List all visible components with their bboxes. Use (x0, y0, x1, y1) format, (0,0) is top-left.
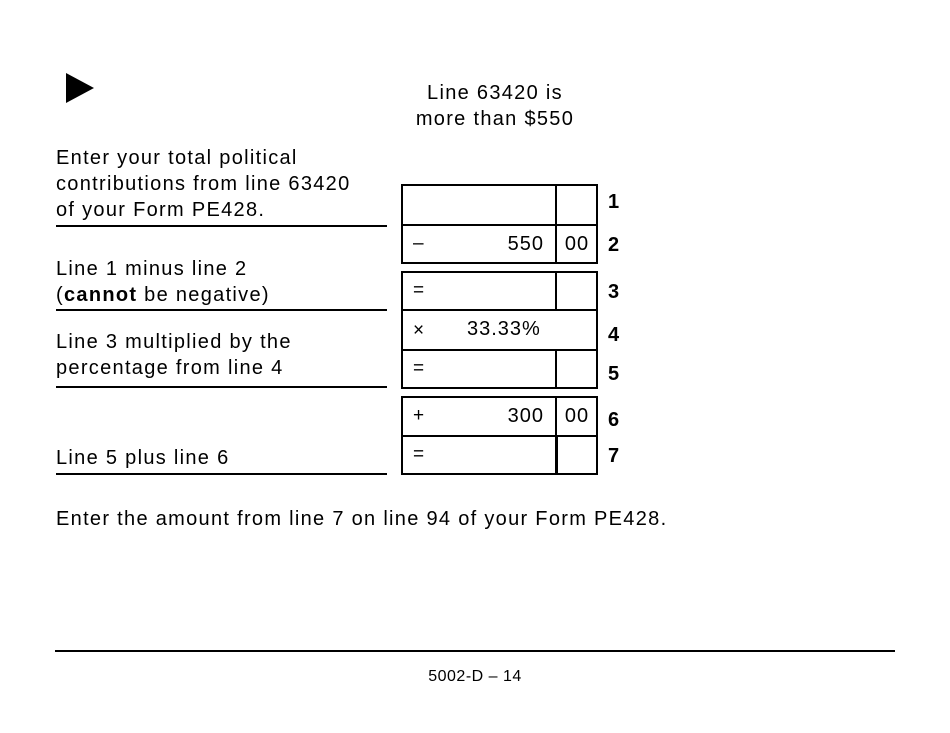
line-2-input-box[interactable] (401, 224, 598, 264)
footer-rule (55, 650, 895, 652)
line-5-label-text-a: Line 3 multiplied by the (56, 331, 292, 353)
line-5-label-text-b: percentage from line 4 (56, 357, 284, 379)
line-7-input-box[interactable] (401, 435, 598, 475)
line-4-percentage-box (401, 311, 598, 349)
line-5-input-box[interactable] (401, 349, 598, 389)
line-1-label-text-c: of your Form PE428. (56, 199, 266, 221)
line-6-operator: + (413, 405, 425, 426)
line-6-amount: 300 (507, 405, 544, 427)
line-7-label: Line 5 plus line 6 (56, 447, 230, 469)
line-3-label-text-b: (cannot be negative) (56, 284, 270, 306)
line-1-label-text-b: contributions from line 63420 (56, 173, 351, 195)
line-number-2: 2 (608, 234, 620, 256)
line-number-1: 1 (608, 191, 620, 213)
section-heading (390, 80, 600, 132)
line-number-7: 7 (608, 445, 620, 467)
line-7-operator: = (413, 444, 425, 465)
line-number-4: 4 (608, 324, 620, 346)
line-3-input-box[interactable] (401, 271, 598, 311)
line-number-5: 5 (608, 363, 620, 385)
line-number-3: 3 (608, 281, 620, 303)
instruction-text: Enter the amount from line 7 on line 94 of your Form PE428. (56, 508, 668, 530)
page-footer: 5002-D – 14 (428, 668, 522, 685)
line-2-amount: 550 (507, 233, 544, 255)
line-1-label (56, 145, 386, 223)
line-2-operator: – (413, 233, 424, 254)
line-3-label-text-a: Line 1 minus line 2 (56, 258, 248, 280)
line-1-label-rule (56, 225, 387, 227)
line-4-percentage: 33.33% (467, 318, 541, 340)
line-7-label-rule (56, 473, 387, 475)
cannot-emphasis: cannot (63, 284, 138, 306)
heading-line-1: Line 63420 is (427, 82, 563, 104)
line-4-operator: × (413, 320, 425, 341)
line-5-label-rule (56, 386, 387, 388)
line-3-operator: = (413, 280, 425, 301)
line-1-label-text-a: Enter your total political (56, 147, 298, 169)
line-3-label (56, 256, 386, 308)
line-2-cents: 00 (564, 233, 590, 255)
line-1-input-box[interactable] (401, 184, 598, 224)
line-6-input-box[interactable] (401, 396, 598, 436)
line-6-cents: 00 (564, 405, 590, 427)
right-arrow-icon (66, 73, 94, 103)
line-number-6: 6 (608, 409, 620, 431)
line-3-label-rule (56, 309, 387, 311)
line-5-label (56, 329, 386, 381)
line-5-operator: = (413, 358, 425, 379)
heading-line-2: more than $550 (415, 108, 575, 130)
